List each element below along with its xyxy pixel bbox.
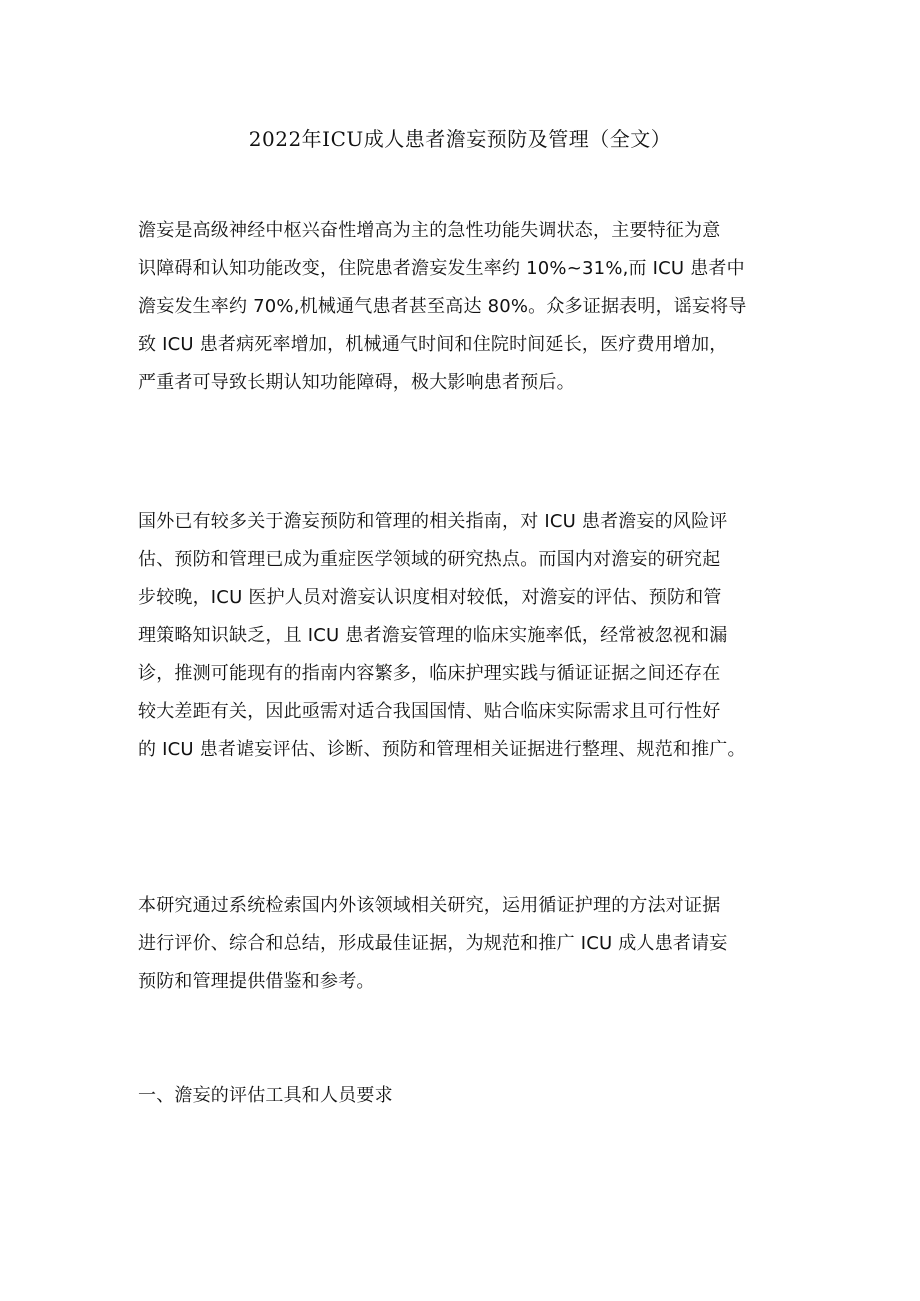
paragraph-line: 致 ICU 患者病死率增加，机械通气时间和住院时间延长，医疗费用增加， [138, 334, 728, 355]
paragraph-line: 估、预防和管理已成为重症医学领域的研究热点。而国内对澹妄的研究起 [138, 549, 721, 570]
paragraph-line: 国外已有较多关于澹妄预防和管理的相关指南，对 ICU 患者澹妄的风险评 [138, 511, 728, 532]
section-heading: 一、澹妄的评估工具和人员要求 [138, 1085, 393, 1106]
paragraph-line: 预防和管理提供借鉴和参考。 [138, 971, 375, 992]
paragraph-line: 理策略知识缺乏，且 ICU 患者澹妄管理的临床实施率低，经常被忽视和漏 [138, 625, 728, 646]
paragraph-purpose [138, 887, 788, 1001]
paragraph-line: 诊，推测可能现有的指南内容繁多，临床护理实践与循证证据之间还存在 [138, 663, 721, 684]
paragraph-line: 澹妄是高级神经中枢兴奋性增高为主的急性功能失调状态，主要特征为意 [138, 220, 721, 241]
paragraph-line: 严重者可导致长期认知功能障碍，极大影响患者预后。 [138, 372, 575, 393]
paragraph-line: 本研究通过系统检索国内外该领域相关研究，运用循证护理的方法对证据 [138, 895, 721, 916]
paragraph-background [138, 503, 788, 769]
paragraph-line: 澹妄发生率约 70%,机械通气患者甚至高达 80%。众多证据表明，谣妄将导 [138, 296, 747, 317]
paragraph-line: 进行评价、综合和总结，形成最佳证据，为规范和推广 ICU 成人患者请妄 [138, 933, 728, 954]
paragraph-line: 较大差距有关，因此亟需对适合我国国情、贴合临床实际需求且可行性好 [138, 701, 721, 722]
paragraph-line: 识障碍和认知功能改变，住院患者澹妄发生率约 10%~31%,而 ICU 患者中 [138, 258, 745, 279]
paragraph-line: 步较晚，ICU 医护人员对澹妄认识度相对较低，对澹妄的评估、预防和管 [138, 587, 722, 608]
document-title: 2022年ICU成人患者澹妄预防及管理（全文） [248, 127, 672, 151]
paragraph-intro [138, 212, 788, 402]
paragraph-line: 的 ICU 患者谑妄评估、诊断、预防和管理相关证据进行整理、规范和推广。 [138, 739, 746, 760]
